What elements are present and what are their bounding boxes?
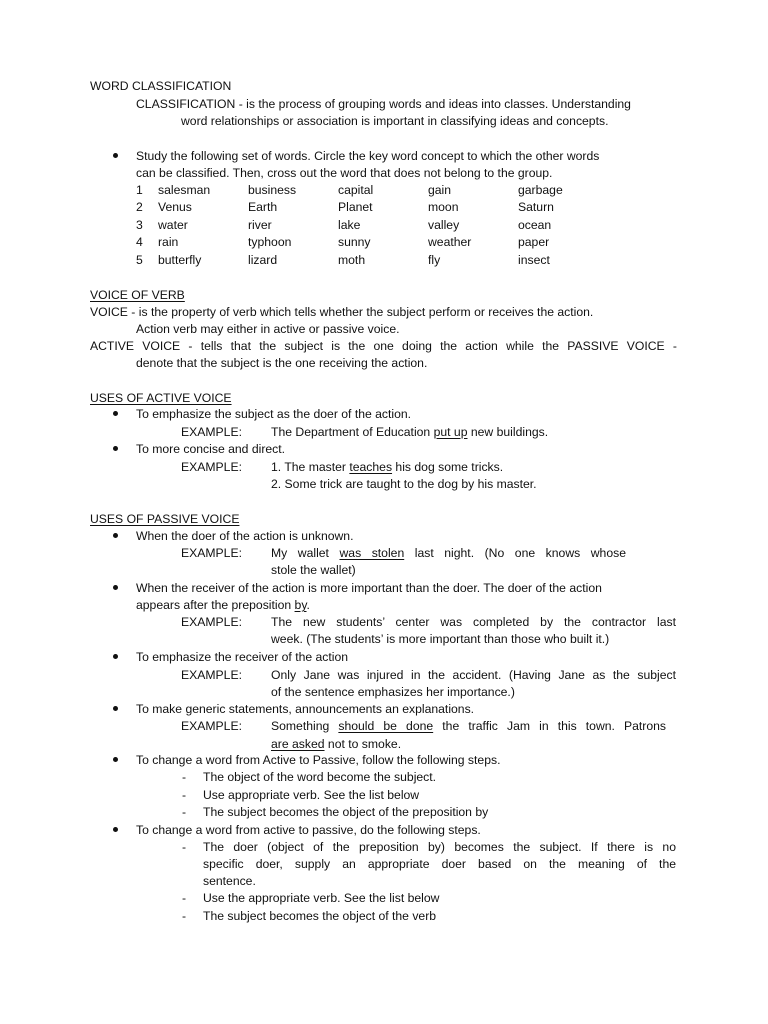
heading-uses-of-active-voice: USES OF ACTIVE VOICE <box>90 391 232 405</box>
passive-use-3: To emphasize the receiver of the action <box>136 650 349 664</box>
word-table-cell: moth <box>338 252 366 267</box>
word-table-row <box>136 235 608 252</box>
word-table-cell: water <box>158 217 188 232</box>
word-table-cell: Saturn <box>518 200 554 215</box>
word-table-cell: Planet <box>338 200 373 215</box>
active-example-1: The Department of Education put up new buildings. <box>271 425 549 439</box>
word-table-row-number: 4 <box>136 235 143 250</box>
passive-example-1: My wallet was stolen last night. (No one knows whose <box>271 546 626 560</box>
word-table-cell: moon <box>428 200 459 215</box>
example-label: EXAMPLE: <box>181 546 242 560</box>
passive-use-1: When the doer of the action is unknown. <box>136 529 354 543</box>
example-label: EXAMPLE: <box>181 615 242 629</box>
word-table-cell: paper <box>518 235 550 250</box>
word-table-cell: lizard <box>248 252 278 267</box>
word-table-cell: butterfly <box>158 252 202 267</box>
word-table-row <box>136 183 608 200</box>
passive-use-6-step-3: The subject becomes the object of the verb <box>203 909 437 923</box>
word-table-cell: fly <box>428 252 441 267</box>
example-label: EXAMPLE: <box>181 425 242 439</box>
heading-voice-of-verb: VOICE OF VERB <box>90 288 185 302</box>
active-use-1: To emphasize the subject as the doer of the action. <box>136 407 412 421</box>
word-table-cell: valley <box>428 217 460 232</box>
passive-use-5: To change a word from Active to Passive, follow the following steps. <box>136 753 501 767</box>
passive-example-2-cont: week. (The students’ is more important than those who built it.) <box>271 632 610 646</box>
example-label: EXAMPLE: <box>181 668 242 682</box>
bullet-dot <box>113 757 118 762</box>
bullet-dot <box>113 153 118 158</box>
word-table-cell: river <box>248 217 272 232</box>
dash-marker: - <box>182 840 187 854</box>
passive-example-3: Only Jane was injured in the accident. (Having Jane as the subject <box>271 668 676 682</box>
dash-marker: - <box>182 909 187 923</box>
word-table-cell: capital <box>338 183 374 197</box>
passive-example-1-cont: stole the wallet) <box>271 563 356 577</box>
example-label: EXAMPLE: <box>181 460 242 474</box>
passive-use-5-step-1: The object of the word become the subject. <box>203 770 437 784</box>
active-example-2: 1. The master teaches his dog some tricks. <box>271 460 504 474</box>
passive-example-3-cont: of the sentence emphasizes her importance.) <box>271 685 515 699</box>
passive-example-4: Something should be done the traffic Jam in this town. Patrons <box>271 719 667 733</box>
example-label: EXAMPLE: <box>181 719 242 733</box>
heading-word-classification: WORD CLASSIFICATION <box>90 79 232 93</box>
word-table-cell: Venus <box>158 200 192 215</box>
word-table-cell: lake <box>338 217 361 232</box>
word-table-cell: garbage <box>518 183 563 197</box>
passive-use-5-step-2: Use appropriate verb. See the list below <box>203 788 420 802</box>
study-instruction-line1: Study the following set of words. Circle the key word concept to which the other words <box>136 149 600 163</box>
word-table-cell: insect <box>518 252 550 267</box>
word-table-row-number: 5 <box>136 252 143 267</box>
active-use-2: To more concise and direct. <box>136 442 286 456</box>
word-table-cell: Earth <box>248 200 278 215</box>
word-table <box>136 183 608 270</box>
bullet-dot <box>113 533 118 538</box>
voice-definition-cont: Action verb may either in active or passive voice. <box>136 322 400 336</box>
dash-marker: - <box>182 770 187 784</box>
passive-use-6-step-1: The doer (object of the preposition by) becomes the subject. If there is no <box>203 840 676 854</box>
bullet-dot <box>113 706 118 711</box>
dash-marker: - <box>182 805 187 819</box>
word-table-row <box>136 218 608 235</box>
passive-use-6-step-2: Use the appropriate verb. See the list below <box>203 891 440 905</box>
passive-use-6-step-1-end: sentence. <box>203 874 256 888</box>
word-table-cell: business <box>248 183 297 197</box>
word-table-cell: typhoon <box>248 235 292 250</box>
word-table-cell: weather <box>428 235 472 250</box>
word-table-row-number: 2 <box>136 200 143 215</box>
dash-marker: - <box>182 891 187 905</box>
dash-marker: - <box>182 788 187 802</box>
word-table-row-number: 1 <box>136 183 143 197</box>
bullet-dot <box>113 585 118 590</box>
passive-use-2: When the receiver of the action is more important than the doer. The doer of the action <box>136 581 602 595</box>
passive-use-2-cont: appears after the preposition by. <box>136 598 310 612</box>
passive-use-4: To make generic statements, announcements an explanations. <box>136 702 475 716</box>
study-instruction-line2: can be classified. Then, cross out the word that does not belong to the group. <box>136 166 553 180</box>
word-table-row <box>136 200 608 217</box>
bullet-dot <box>113 411 118 416</box>
passive-example-2: The new students’ center was completed by the contractor last <box>271 615 676 629</box>
passive-example-4-cont: are asked not to smoke. <box>271 737 402 751</box>
classification-definition-line1: CLASSIFICATION - is the process of grouping words and ideas into classes. Understanding <box>136 97 631 111</box>
bullet-dot <box>113 654 118 659</box>
heading-uses-of-passive-voice: USES OF PASSIVE VOICE <box>90 512 240 526</box>
word-table-cell: salesman <box>158 183 211 197</box>
active-voice-definition-cont: denote that the subject is the one receiving the action. <box>136 356 428 370</box>
word-table-row-number: 3 <box>136 217 143 232</box>
passive-use-6: To change a word from active to passive, do the following steps. <box>136 823 481 837</box>
word-table-cell: ocean <box>518 217 552 232</box>
classification-definition-line2: word relationships or association is important in classifying ideas and concepts. <box>181 114 609 128</box>
word-table-cell: gain <box>428 183 452 197</box>
bullet-dot <box>113 446 118 451</box>
passive-use-6-step-1-cont: specific doer, supply an appropriate doer based on the meaning of the <box>203 857 676 871</box>
passive-use-5-step-3: The subject becomes the object of the preposition by <box>203 805 489 819</box>
word-table-cell: rain <box>158 235 179 250</box>
active-voice-definition: ACTIVE VOICE - tells that the subject is the one doing the action while the PASSIVE VOICE - <box>90 339 677 353</box>
word-table-cell: sunny <box>338 235 371 250</box>
word-table-row <box>136 253 608 270</box>
voice-definition: VOICE - is the property of verb which tells whether the subject perform or receives the action. <box>90 305 594 319</box>
active-example-3: 2. Some trick are taught to the dog by his master. <box>271 477 537 491</box>
bullet-dot <box>113 827 118 832</box>
